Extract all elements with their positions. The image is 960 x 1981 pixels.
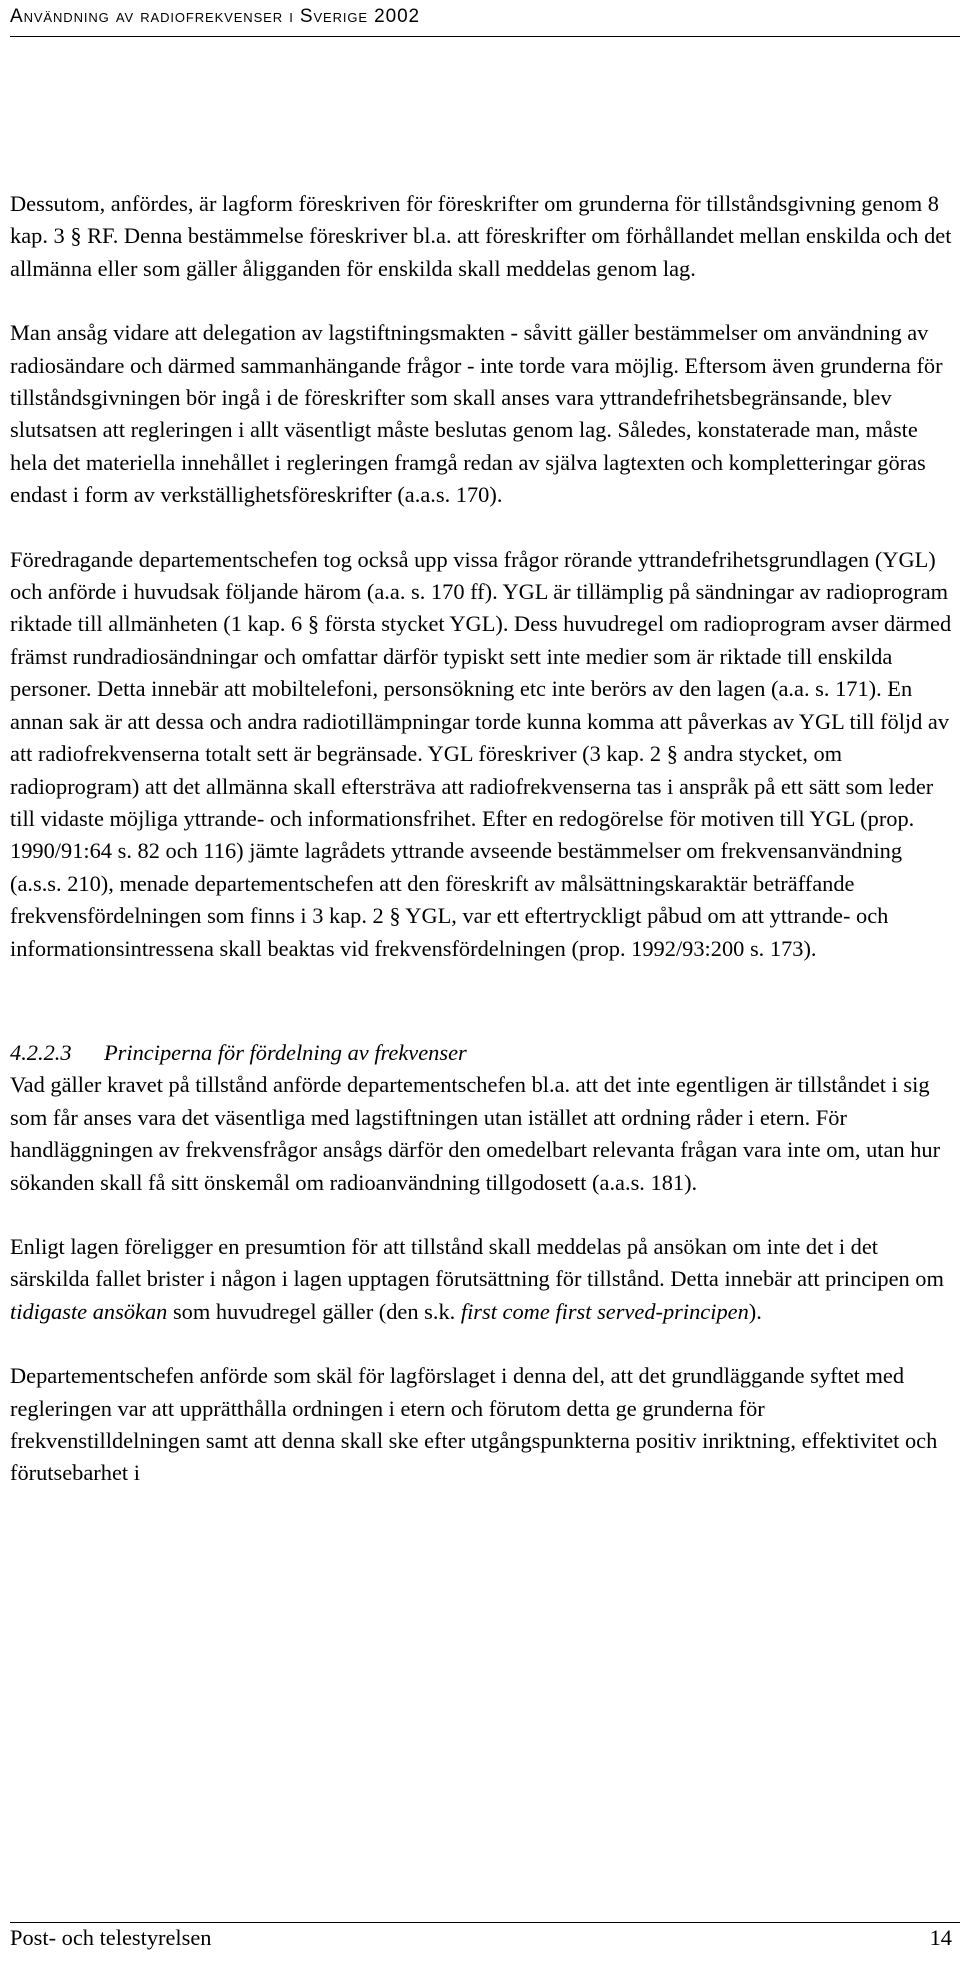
paragraph-presumtion xyxy=(10,1231,956,1328)
running-header xyxy=(10,6,950,28)
term-first-come-first-served: first come first served-principen xyxy=(460,1298,749,1324)
paragraph-presumtion-text-1: Enligt lagen föreligger en presumtion för att tillstånd skall meddelas på ansökan om inte det i det särskilda fallet brister i någon i lagen upptagen förutsättning för tillstånd. Detta innebär att principen om xyxy=(10,1233,944,1292)
paragraph-ygl: Föredragande departementschefen tog också upp vissa frågor rörande yttrandefrihetsgrundlagen (YGL) och anförde i huvudsak följande härom (a.a. s. 170 ff). YGL är tillämplig på sändningar av radioprogram riktade till allmänheten (1 kap. 6 § första stycket YGL). Dess huvudregel om radioprogram avser därmed främst rundradiosändningar och omfattar därför typiskt sett inte medier som är riktade till enskilda personer. Detta innebär att mobiltelefoni, personsökning etc inte berörs av den lagen (a.a. s. 171). En annan sak är att dessa och andra radiotillämpningar torde kunna komma att påverkas av YGL till följd av att radiofrekvenserna totalt sett är begränsade. YGL föreskriver (3 kap. 2 § andra stycket, om radioprogram) att det allmänna skall eftersträva att radiofrekvenserna tas i anspråk på ett sätt som leder till vidaste möjliga yttrande- och informationsfrihet. Efter en redogörelse för motiven till YGL (prop. 1990/91:64 s. 82 och 116) jämte lagrådets yttrande avseende bestämmelser om frekvensanvändning (a.s.s. 210), menade departementschefen att den föreskrift av målsättningskaraktär beträffande frekvensfördelningen som finns i 3 kap. 2 § YGL, var ett eftertryckligt påbud om att yttrande- och informationsintressena skall beaktas vid frekvensfördelningen (prop. 1992/93:200 s. 173). xyxy=(10,546,952,961)
paragraph-presumtion-text-3: ). xyxy=(748,1298,762,1324)
paragraph-tillstand: Vad gäller kravet på tillstånd anförde departementschefen bl.a. att det inte egentligen är tillståndet i sig som får anses vara det väsentliga med lagstiftningen utan istället att ordning råder i etern. För handläggningen av frekvensfrågor ansågs därför den omedelbart relevanta frågan vara inte om, utan hur sökanden skall få sitt önskemål om radioanvändning tillgodosett (a.a.s. 181). xyxy=(10,1072,941,1195)
paragraph-delegation: Man ansåg vidare att delegation av lagstiftningsmakten - såvitt gäller bestämmelser om användning av radiosändare och därmed sammanhängande frågor - inte torde vara möjlig. Eftersom även grunderna för tillståndsgivningen bör ingå i de föreskrifter som skall anses vara yttrandefrihetsbegränsande, blev slutsatsen att regleringen i allt väsentligt måste beslutas genom lag. Således, konstaterade man, måste hela det materiella innehållet i regleringen framgå redan av själva lagtexten och kompletteringar göras endast i form av verkställighetsföreskrifter (a.a.s. 170). xyxy=(10,320,943,508)
header-divider xyxy=(10,36,960,37)
section-title: Principerna för fördelning av frekvenser xyxy=(104,1039,467,1065)
term-tidigaste-ansokan: tidigaste ansökan xyxy=(10,1298,168,1324)
running-header-title: Användning av radiofrekvenser i Sverige 2002 xyxy=(10,6,421,27)
paragraph-presumtion-text-2: som huvudregel gäller (den s.k. xyxy=(167,1298,461,1324)
page-number: 14 xyxy=(929,1925,952,1950)
paragraph-skal: Departementschefen anförde som skäl för lagförslaget i denna del, att det grundläggande syftet med regleringen var att upprätthålla ordningen i etern och förutom detta ge grunderna för frekvenstilldelningen samt att denna skall ske efter utgångspunkterna positiv inriktning, effektivitet och förutsebarhet i xyxy=(10,1363,938,1486)
section-heading xyxy=(10,1037,956,1069)
section-spacer xyxy=(10,997,956,1037)
document-body xyxy=(10,188,956,1522)
footer-divider xyxy=(10,1922,960,1923)
section-number: 4.2.2.3 xyxy=(10,1039,72,1065)
footer-publisher: Post- och telestyrelsen xyxy=(10,1925,212,1950)
paragraph-lagform: Dessutom, anfördes, är lagform föreskriven för föreskrifter om grunderna för tillståndsgivning genom 8 kap. 3 § RF. Denna bestämmelse föreskriver bl.a. att föreskrifter om förhållandet mellan enskilda och det allmänna eller som gäller åligganden för enskilda skall meddelas genom lag. xyxy=(10,191,952,281)
